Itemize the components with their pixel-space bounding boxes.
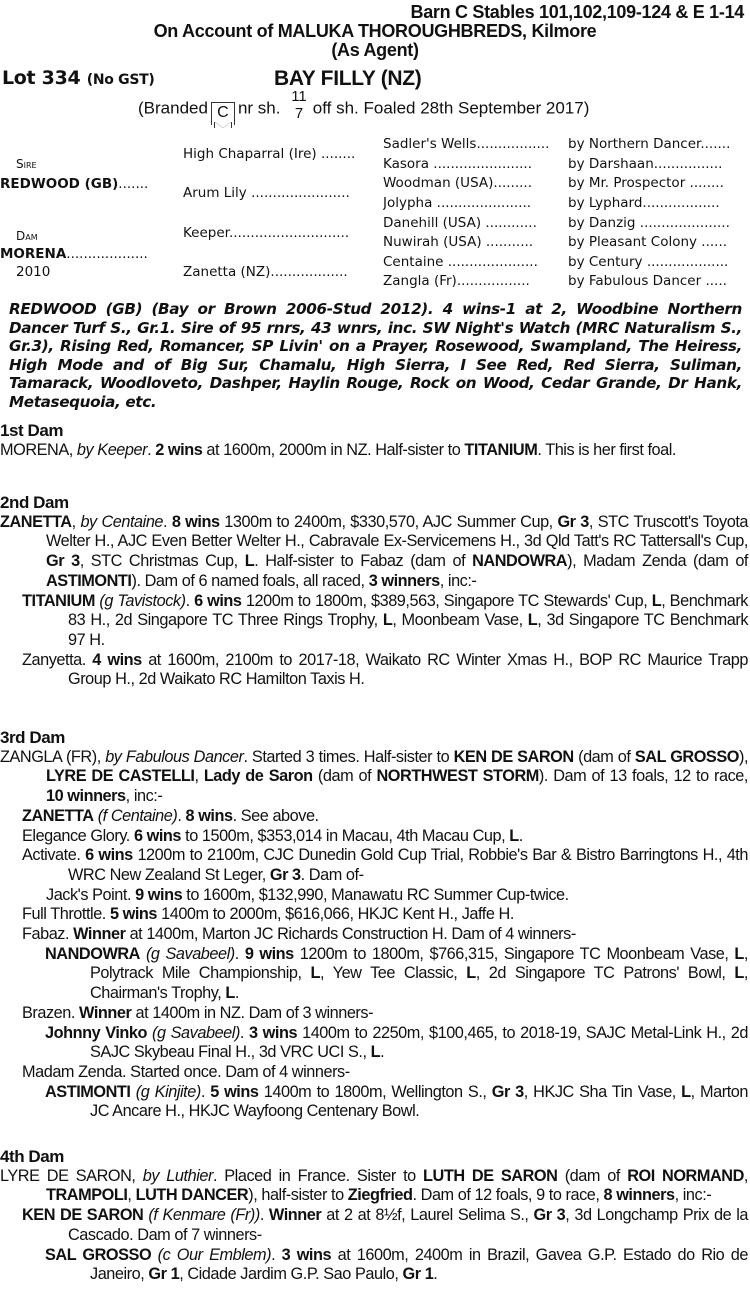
gen3-name-3: Woodman (USA)......... — [383, 175, 533, 191]
gen3-by-3: by Mr. Prospector ........ — [568, 175, 724, 191]
agent-note: (As Agent) — [331, 40, 419, 60]
gen3-by-6: by Pleasant Colony ...... — [568, 234, 728, 250]
gen3-name-2: Kasora ....................... — [383, 156, 532, 172]
progeny-entry: Fabaz. Winner at 1400m, Marton JC Richards Construction H. Dam of 4 winners- — [22, 925, 576, 944]
gen3-name-5: Danehill (USA) ............ — [383, 215, 537, 231]
dam-entry: ZANGLA (FR), by Fabulous Dancer. Started 3 times. Half-sister to KEN DE SARON (dam of SAL GROSSO), LYRE DE CASTELLI, Lady de Saron (dam of NORTHWEST STORM). Dam of 13 foals, 12 to race, 10 winners, inc:- — [0, 747, 749, 806]
progeny-entry: Madam Zenda. Started once. Dam of 4 winners- — [22, 1062, 350, 1081]
gst-note: (No GST) — [86, 72, 155, 88]
lot-label: Lot 334 — [2, 67, 81, 89]
progeny-entry: KEN DE SARON (f Kenmare (Fr)). Winner at 2 at 8½f, Laurel Selima S., Gr 3, 3d Longchamp Prix de la Cascado. Dam of 7 winners- — [22, 1206, 748, 1244]
gen3-by-4: by Lyphard.................. — [568, 195, 720, 211]
third-dam-section — [0, 728, 748, 1122]
progeny-entry: ASTIMONTI (g Kinjite). 5 wins 1400m to 1800m, Wellington S., Gr 3, HKJC Sha Tin Vase, L, Marton JC Ancare H., HKJC Wayfoong Centenary Bowl. — [45, 1082, 748, 1121]
sire-dam: Arum Lily ....................... — [183, 185, 350, 201]
progeny-entry: Jack's Point. 9 wins to 1600m, $132,990, Manawatu RC Summer Cup-twice. — [46, 885, 569, 904]
dam-year: 2010 — [16, 264, 51, 280]
gen3-by-1: by Northern Dancer....... — [568, 136, 731, 152]
gen3-name-7: Centaine ..................... — [383, 254, 538, 270]
lot-number — [2, 67, 154, 89]
gen3-by-8: by Fabulous Dancer ..... — [568, 273, 727, 289]
sire-label: Sire — [16, 157, 37, 171]
gen3-name-8: Zangla (Fr)................. — [383, 273, 530, 289]
section-title: 1st Dam — [0, 421, 63, 440]
fraction-top: 11 — [291, 88, 307, 105]
brand-prefix: (Branded — [138, 98, 208, 118]
sire-name: REDWOOD (GB)....... — [0, 176, 149, 192]
gen3-by-7: by Century ................... — [568, 254, 729, 270]
dam-label: Dam — [16, 229, 38, 243]
gen3-by-2: by Darshaan................ — [568, 156, 723, 172]
gen3-name-1: Sadler's Wells................. — [383, 136, 550, 152]
progeny-entry: Activate. 6 wins 1200m to 2100m, CJC Dunedin Gold Cup Trial, Robbie's Bar & Bistro Barringtons H., 4th WRC New Zealand St Leger, Gr 3. Dam of- — [22, 846, 748, 884]
sire-sire: High Chaparral (Ire) ........ — [183, 146, 356, 162]
dam-sire: Keeper............................ — [183, 225, 350, 241]
section-title: 2nd Dam — [0, 493, 69, 512]
dam-dam: Zanetta (NZ).................. — [183, 264, 348, 280]
barn-location: Barn C Stables 101,102,109-124 & E 1-14 — [410, 2, 744, 22]
progeny-entry: TITANIUM (g Tavistock). 6 wins 1200m to 1800m, $389,563, Singapore TC Stewards' Cup, L, Benchmark 83 H., 2d Singapore TC Three Rings Trophy, L, Moonbeam Vase, L, 3d Singapore TC Benchmark 97 H. — [22, 591, 749, 649]
fraction-bottom: 7 — [294, 105, 304, 122]
progeny-entry: Brazen. Winner at 1400m in NZ. Dam of 3 winners- — [22, 1003, 374, 1022]
vendor-account: On Account of MALUKA THOROUGHBREDS, Kilmore — [153, 21, 597, 41]
brand-line — [138, 88, 590, 126]
first-dam-section — [0, 421, 748, 460]
progeny-entry: Full Throttle. 5 wins 1400m to 2000m, $616,066, HKJC Kent H., Jaffe H. — [22, 905, 514, 924]
section-title: 3rd Dam — [0, 728, 65, 747]
progeny-entry: ZANETTA (f Centaine). 8 wins. See above. — [22, 806, 319, 825]
progeny-entry: Zanyetta. 4 wins at 1600m, 2100m to 2017-18, Waikato RC Winter Xmas H., BOP RC Maurice Trapp Group H., 2d Waikato RC Hamilton Taxis H. — [22, 650, 748, 689]
progeny-entry: Elegance Glory. 6 wins to 1500m, $353,014 in Macau, 4th Macau Cup, L. — [22, 826, 523, 845]
dam-name: MORENA................... — [0, 246, 148, 262]
gen3-name-6: Nuwirah (USA) ........... — [383, 234, 534, 250]
progeny-entry: Johnny Vinko (g Savabeel). 3 wins 1400m to 2250m, $100,465, to 2018-19, SAJC Metal-Link H., 2d SAJC Skybeau Final H., 3d VRC UCI S., L. — [45, 1023, 748, 1062]
progeny-entry: SAL GROSSO (c Our Emblem). 3 wins at 1600m, 2400m in Brazil, Gavea G.P. Estado do Rio de Janeiro, Gr 1, Cidade Jardim G.P. Sao Paulo, Gr 1. — [45, 1245, 748, 1284]
fourth-dam-section — [0, 1147, 748, 1285]
brand-suffix: off sh. Foaled 28th September 2017) — [312, 98, 590, 118]
gen3-by-5: by Danzig ..................... — [568, 215, 730, 231]
dam-entry: ZANETTA, by Centaine. 8 wins 1300m to 2400m, $330,570, AJC Summer Cup, Gr 3, STC Truscott's Toyota Welter H., AJC Even Better Welter H., Cabravale Ex-Servicemens H., 3d Qld Tatt's RC Tattersall's Cup, Gr 3, STC Christmas Cup, L. Half-sister to Fabaz (dam of NANDOWRA), Madam Zenda (dam of ASTIMONTI). Dam of 6 named foals, all raced, 3 winners, inc:- — [0, 512, 748, 590]
near-side-label: nr sh. — [237, 98, 281, 118]
progeny-entry: NANDOWRA (g Savabeel). 9 wins 1200m to 1800m, $766,315, Singapore TC Moonbeam Vase, L, Polytrack Mile Championship, L, Yew Tee Classic, L, 2d Singapore TC Patrons' Bowl, L, Chairman's Trophy, L. — [45, 944, 748, 1003]
off-side-brand-fraction — [291, 88, 307, 122]
second-dam-section — [0, 493, 748, 690]
sire-summary: REDWOOD (GB) (Bay or Brown 2006-Stud 2012). 4 wins-1 at 2, Woodbine Northern Dancer Turf S., Gr.1. Sire of 95 rnrs, 43 wnrs, inc. SW Night's Watch (MRC Naturalism S., Gr.3), Rising Red, Romancer, SP Livin' on a Prayer, Rosewood, Swampland, The Heiress, High Mode and of Big Sur, Chamalu, High Sierra, I See Red, Red Sierra, Suliman, Tamarack, Woodloveto, Dashper, Haylin Rouge, Rock on Wood, Cedar Grande, Dr Hank, Metasequoia, etc. — [9, 300, 742, 411]
horse-title: BAY FILLY (NZ) — [274, 67, 422, 90]
dam-entry: LYRE DE SARON, by Luthier. Placed in France. Sister to LUTH DE SARON (dam of ROI NORMAND, TRAMPOLI, LUTH DANCER), half-sister to Ziegfried. Dam of 12 foals, 9 to race, 8 winners, inc:- — [0, 1166, 748, 1205]
gen3-name-4: Jolypha ...................... — [383, 195, 532, 211]
dam-entry: MORENA, by Keeper. 2 wins at 1600m, 2000m in NZ. Half-sister to TITANIUM. This is her first foal. — [0, 440, 677, 459]
brand-c-icon: C — [211, 102, 235, 125]
section-title: 4th Dam — [0, 1147, 64, 1166]
